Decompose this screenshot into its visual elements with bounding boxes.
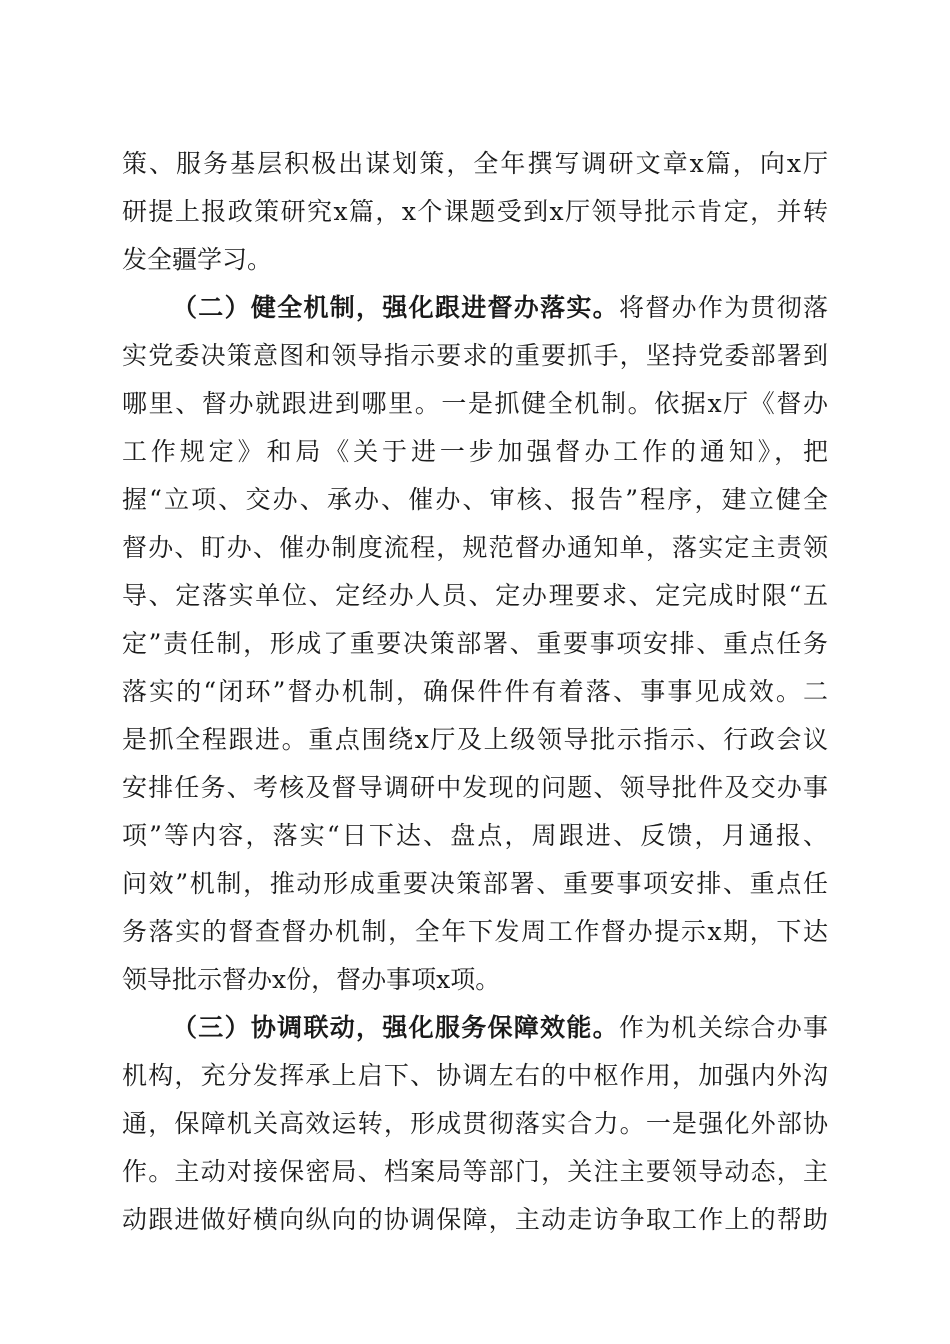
text-line: 通，保障机关高效运转，形成贯彻落实合力。一是强化外部协 <box>122 1109 828 1138</box>
text-line: 问效”机制，推动形成重要决策部署、重要事项安排、重点任 <box>122 869 828 898</box>
section-heading: （二）健全机制，强化跟进督办落实。 <box>172 293 619 322</box>
text-line: 是抓全程跟进。重点围绕x厅及上级领导批示指示、行政会议 <box>122 725 828 754</box>
text-line: 实党委决策意图和领导指示要求的重要抓手，坚持党委部署到 <box>122 341 828 370</box>
text-line: 导、定落实单位、定经办人员、定办理要求、定完成时限“五 <box>122 581 828 610</box>
text-line: 动跟进做好横向纵向的协调保障，主动走访争取工作上的帮助 <box>122 1205 828 1234</box>
text-line: 定”责任制，形成了重要决策部署、重要事项安排、重点任务 <box>122 629 828 658</box>
text-run: 将督办作为贯彻落 <box>618 293 828 322</box>
text-run: 作为机关综合办事 <box>618 1013 828 1042</box>
text-line: 领导批示督办x份，督办事项x项。 <box>122 965 501 994</box>
text-line: 务落实的督查督办机制，全年下发周工作督办提示x期，下达 <box>122 917 828 946</box>
text-line: 项”等内容，落实“日下达、盘点，周跟进、反馈，月通报、 <box>122 821 828 850</box>
section-heading: （三）协调联动，强化服务保障效能。 <box>172 1013 619 1042</box>
text-line: 策、服务基层积极出谋划策，全年撰写调研文章x篇，向x厅 <box>122 149 828 178</box>
text-line: 握“立项、交办、承办、催办、审核、报告”程序，建立健全 <box>122 485 828 514</box>
text-line: 机构，充分发挥承上启下、协调左右的中枢作用，加强内外沟 <box>122 1061 828 1090</box>
text-line: 落实的“闭环”督办机制，确保件件有着落、事事见成效。二 <box>122 677 828 706</box>
paragraph-first-line <box>172 1008 828 1048</box>
text-line: 研提上报政策研究x篇，x个课题受到x厅领导批示肯定，并转 <box>122 197 828 226</box>
text-line: 工作规定》和局《关于进一步加强督办工作的通知》，把 <box>122 437 828 466</box>
text-line: 哪里、督办就跟进到哪里。一是抓健全机制。依据x厅《督办 <box>122 389 828 418</box>
text-line: 作。主动对接保密局、档案局等部门，关注主要领导动态，主 <box>122 1157 828 1186</box>
paragraph-first-line <box>172 288 828 328</box>
text-line: 督办、盯办、催办制度流程，规范督办通知单，落实定主责领 <box>122 533 828 562</box>
text-line: 发全疆学习。 <box>122 245 273 274</box>
text-line: 安排任务、考核及督导调研中发现的问题、领导批件及交办事 <box>122 773 828 802</box>
